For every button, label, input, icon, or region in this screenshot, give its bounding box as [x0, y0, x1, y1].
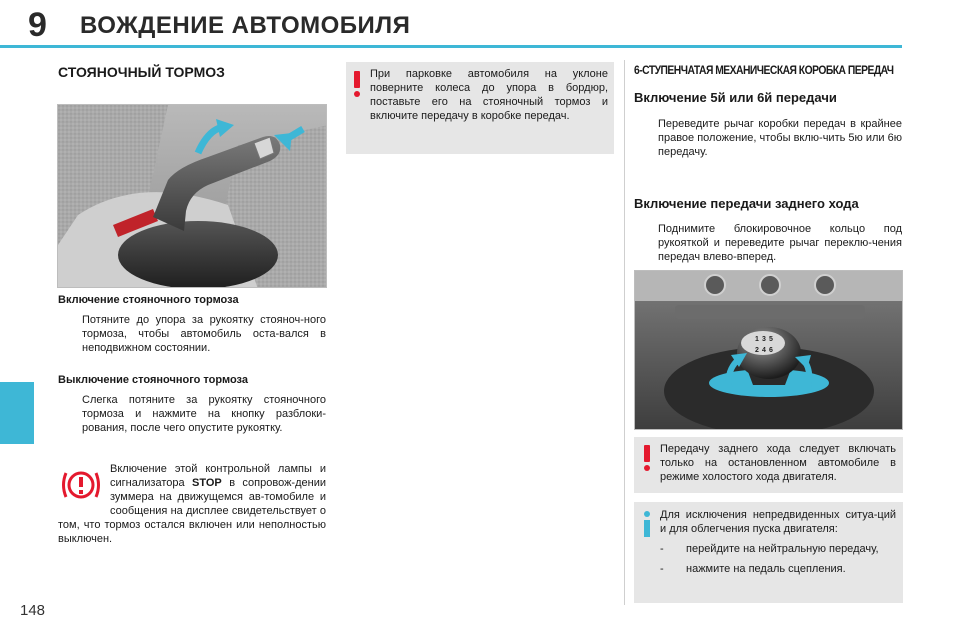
engage-brake-title: Включение стояночного тормоза — [58, 294, 239, 306]
dash-mark: - — [660, 543, 664, 555]
parking-brake-photo — [57, 104, 327, 288]
header-rule — [0, 45, 902, 48]
parking-brake-title: СТОЯНОЧНЫЙ ТОРМОЗ — [58, 64, 225, 80]
info-list-item — [660, 562, 896, 576]
exclamation-icon — [642, 445, 652, 472]
info-list-item — [660, 542, 896, 556]
gear-5-6-bullet — [634, 117, 902, 159]
knob-gear-1: 1 — [755, 336, 759, 343]
knob-gear-2: 2 — [755, 347, 759, 354]
reverse-gear-text: Поднимите блокировочное кольцо под рукояткой и переведите рычаг переклю-чения передач влево-вперед. — [658, 223, 902, 263]
info-notice — [634, 502, 903, 603]
reverse-notice-text: Передачу заднего хода следует включать только на остановленном автомобиле в режиме холостого хода двигателя. — [660, 443, 896, 483]
chapter-number: 9 — [28, 6, 47, 44]
release-brake-title: Выключение стояночного тормоза — [58, 374, 248, 386]
gear-5-6-title: Включение 5й или 6й передачи — [634, 90, 837, 105]
info-notice-content — [660, 508, 896, 576]
dash-mark: - — [660, 563, 664, 575]
engage-brake-text: Потяните до упора за рукоятку стояноч-ного тормоза, чтобы автомобиль оста-вался в неподвижном состоянии. — [82, 314, 326, 354]
slope-notice — [346, 62, 614, 154]
reverse-notice — [634, 437, 903, 493]
slope-notice-text: При парковке автомобиля на уклоне поверните колеса до упора в бордюр, поставьте его на стояночный тормоз и включите передачу в коробке передач. — [370, 68, 608, 122]
knob-gear-6: 6 — [769, 347, 773, 354]
knob-gear-3: 3 — [762, 336, 766, 343]
reverse-gear-title: Включение передачи заднего хода — [634, 196, 859, 211]
column-divider — [624, 60, 625, 605]
warning-lamp-text-2: в сопровож-дении зуммера на движущемся ав-томобиле и сообщения на дисплее свидетельствует о том, что тормоз остался включен или неполностью выключен. — [58, 477, 326, 545]
warning-lamp-paragraph — [58, 462, 326, 546]
reverse-gear-bullet — [634, 222, 902, 264]
chapter-side-tab — [0, 382, 34, 444]
knob-gear-4: 4 — [762, 347, 766, 354]
info-notice-text: Для исключения непредвиденных ситуа-ций и для облегчения пуска двигателя: — [660, 509, 896, 535]
gear-lever-photo — [634, 270, 903, 430]
page-number: 148 — [20, 602, 46, 619]
chapter-title: ВОЖДЕНИЕ АВТОМОБИЛЯ — [80, 12, 411, 39]
info-list-item-text: перейдите на нейтральную передачу, — [686, 543, 879, 555]
gearbox-title: 6-СТУПЕНЧАТАЯ МЕХАНИЧЕСКАЯ КОРОБКА ПЕРЕДАЧ — [634, 63, 894, 77]
info-icon — [642, 511, 652, 538]
stop-label: STOP — [192, 477, 222, 489]
release-brake-text: Слегка потяните за рукоятку стояночного тормоза и нажмите на кнопку разблоки-рования, после чего опустите рукоятку. — [82, 394, 326, 434]
exclamation-icon — [352, 71, 362, 98]
gear-5-6-text: Переведите рычаг коробки передач в крайнее правое положение, чтобы вклю-чить 5ю или 6ю передачу. — [658, 118, 902, 158]
info-list-item-text: нажмите на педаль сцепления. — [686, 563, 846, 575]
knob-gear-5: 5 — [769, 336, 773, 343]
engage-brake-bullet — [58, 313, 326, 355]
warning-lamp-text-1: Включение этой контрольной лампы и сигнализатора — [110, 463, 326, 489]
release-brake-bullet — [58, 393, 326, 435]
